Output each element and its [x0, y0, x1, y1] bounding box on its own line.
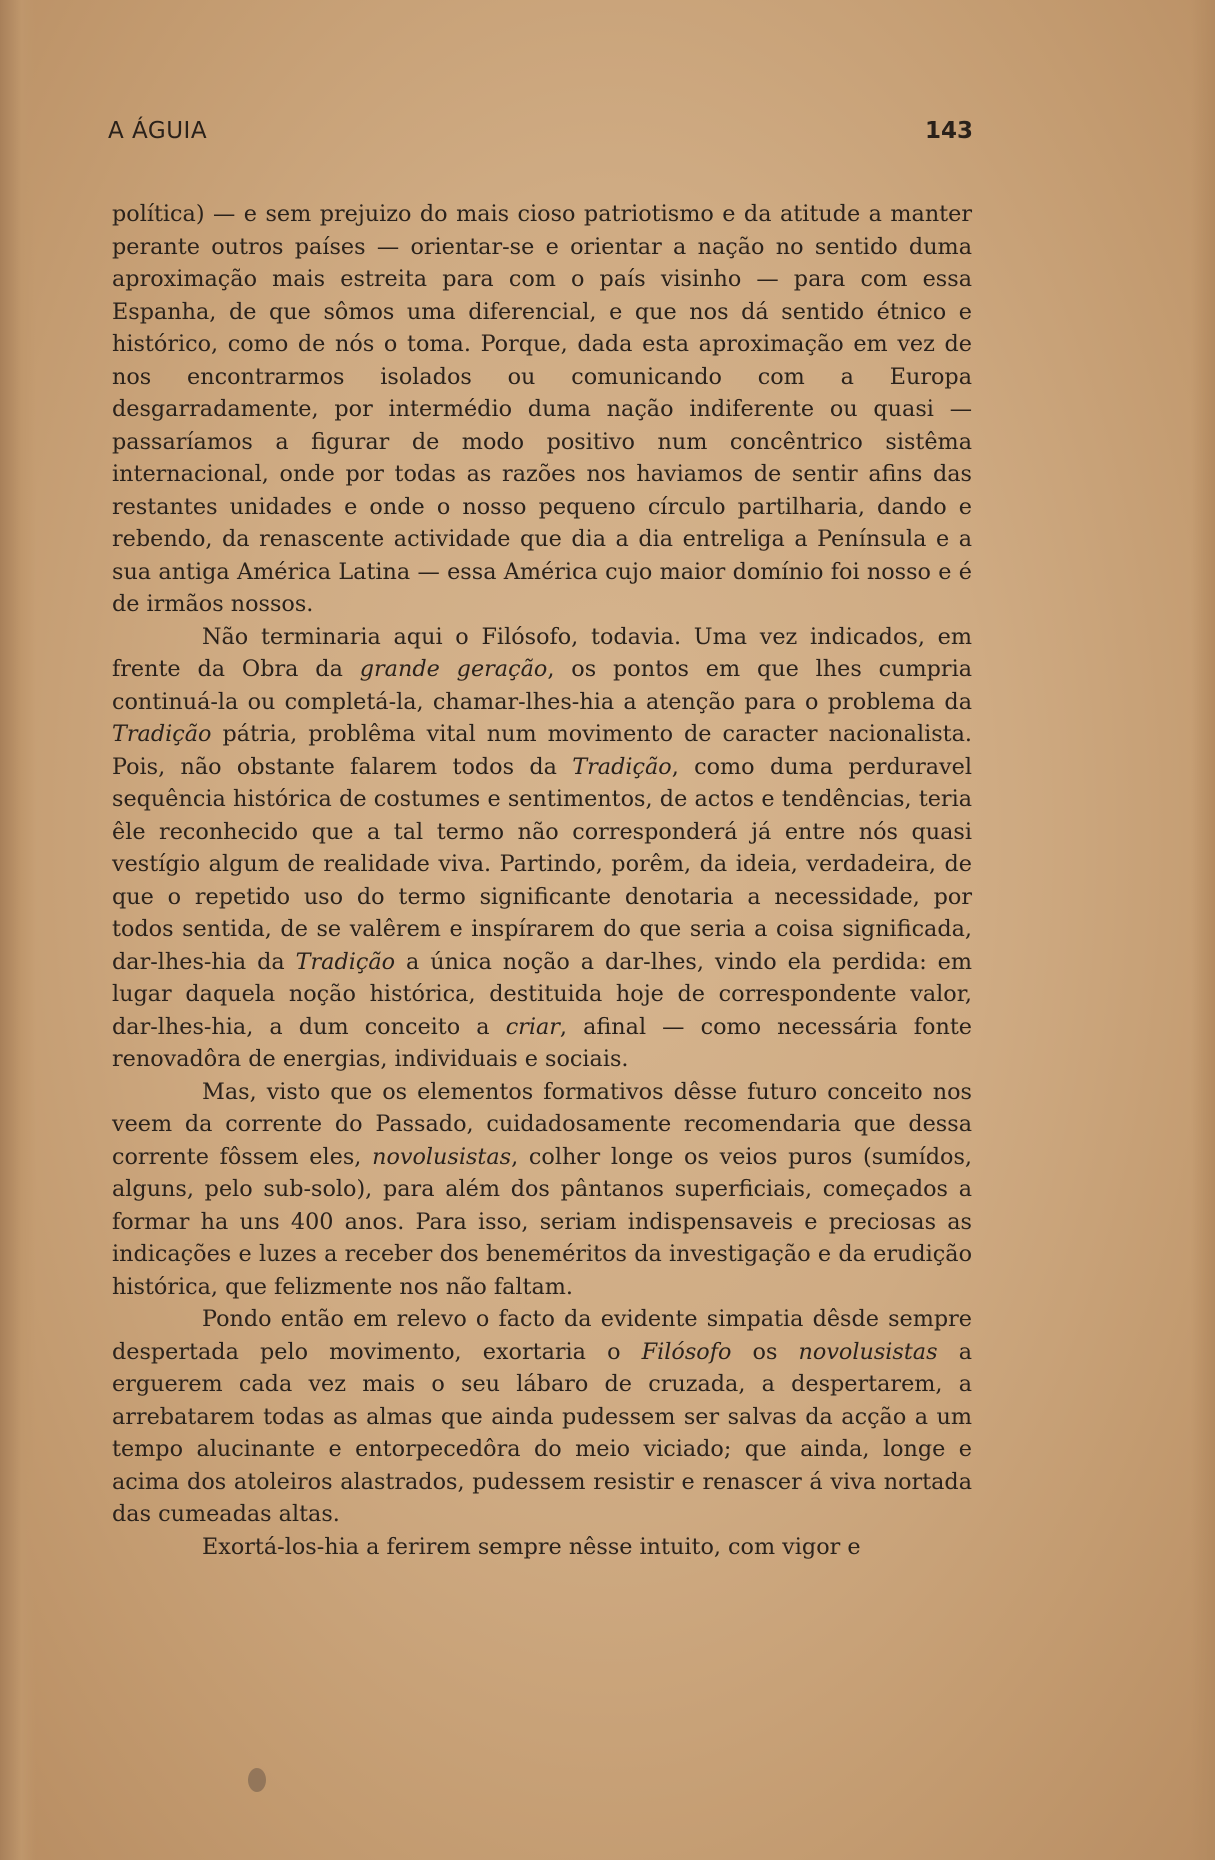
- paragraph: [112, 198, 972, 621]
- italic-run: novolusistas: [798, 1338, 938, 1365]
- paragraph: [112, 621, 972, 1076]
- text-run: Não terminaria aqui o Filósofo, todavia. Uma vez indicados, em frente da Obra da: [112, 623, 972, 682]
- text-run: a erguerem cada vez mais o seu lábaro de cruzada, a despertarem, a arrebatarem todas as almas que ainda pudessem ser salvas da acção a um tempo alucinante e entorpecedôra do meio viciado; que ainda, longe e acima dos atoleiros alastrados, pudessem resistir e renascer á viva nortada das cumeadas altas.: [112, 1338, 972, 1527]
- text-run: Mas, visto que os elementos formativos dêsse futuro conceito nos veem da corrente do Passado, cuidadosamente recomendaria que dessa corrente fôssem eles,: [112, 1078, 972, 1170]
- italic-run: Tradição: [572, 753, 672, 780]
- running-header: [108, 118, 973, 158]
- paragraph: [112, 1076, 972, 1304]
- body-text: [112, 198, 972, 1563]
- italic-run: Filósofo: [641, 1338, 732, 1365]
- italic-run: novolusistas: [372, 1143, 512, 1170]
- page-number: 143: [924, 118, 973, 144]
- text-run: os: [731, 1338, 799, 1365]
- text-run: , afinal — como necessária fonte renovadôra de energias, individuais e sociais.: [112, 1013, 972, 1072]
- text-run: Pondo então em relevo o facto da evidente simpatia dêsde sempre despertada pelo movimento, exortaria o: [112, 1306, 972, 1365]
- page-edge-right: [1191, 0, 1215, 1860]
- text-run: Exortá-los-hia a ferirem sempre nêsse intuito, com vigor e: [202, 1533, 861, 1560]
- journal-title: A ÁGUIA: [108, 118, 208, 144]
- italic-run: Tradição: [295, 948, 396, 975]
- text-run: , os pontos em que lhes cumpria continuá-la ou completá-la, chamar-lhes-hia a atenção para o problema da: [112, 656, 973, 715]
- italic-run: Tradição: [112, 721, 212, 747]
- text-run: , como duma perduravel sequência histórica de costumes e sentimentos, de actos e tendências, teria êle reconhecido que a tal termo não corresponderá já entre nós quasi vestígio algum de realidade viva. Partindo, porêm, da ideia, verdadeira, de que o repetido uso do termo significante denotaria a necessidade, por todos sentida, de se valêrem e inspírarem do que seria a coisa significada, dar-lhes-hia da: [112, 753, 972, 975]
- text-run: política) — e sem prejuizo do mais cioso patriotismo e da atitude a manter perante outros países — orientar-se e orientar a nação no sentido duma aproximação mais estreita para com o país visinho — para com essa Espanha, de que sômos uma diferencial, e que nos dá sentido étnico e histórico, como de nós o toma. Porque, dada esta aproximação em vez de nos encontrarmos isolados ou comunicando com a Europa desgarradamente, por intermédio duma nação indiferente ou quasi — passaríamos a figurar de modo positivo num concêntrico sistêma internacional, onde por todas as razões nos haviamos de sentir afins das restantes unidades e onde o nosso pequeno círculo partilharia, dando e rebendo, da renascente actividade que dia a dia entreliga a Península e a sua antiga América Latina — essa América cujo maior domínio foi nosso e é de irmãos nossos.: [112, 201, 972, 617]
- paragraph: [112, 1303, 972, 1531]
- italic-run: criar: [505, 1013, 560, 1040]
- ink-smudge: [248, 1768, 266, 1792]
- text-run: pátria, problêma vital num movimento de caracter nacionalista. Pois, não obstante falarem todos da: [112, 721, 972, 780]
- text-run: a única noção a dar-lhes, vindo ela perdida: em lugar daquela noção histórica, destituida hoje de correspondente valor, dar-lhes-hia, a dum conceito a: [112, 948, 972, 1040]
- italic-run: grande geração: [359, 656, 548, 682]
- paragraph: [112, 1531, 972, 1564]
- text-run: , colher longe os veios puros (sumídos, alguns, pelo sub-solo), para além dos pântanos superficiais, começados a formar ha uns 400 anos. Para isso, seriam indispensaveis e preciosas as indicações e luzes a receber dos beneméritos da investigação e da erudição histórica, que felizmente nos não faltam.: [112, 1143, 972, 1300]
- page-edge-left: [0, 0, 36, 1860]
